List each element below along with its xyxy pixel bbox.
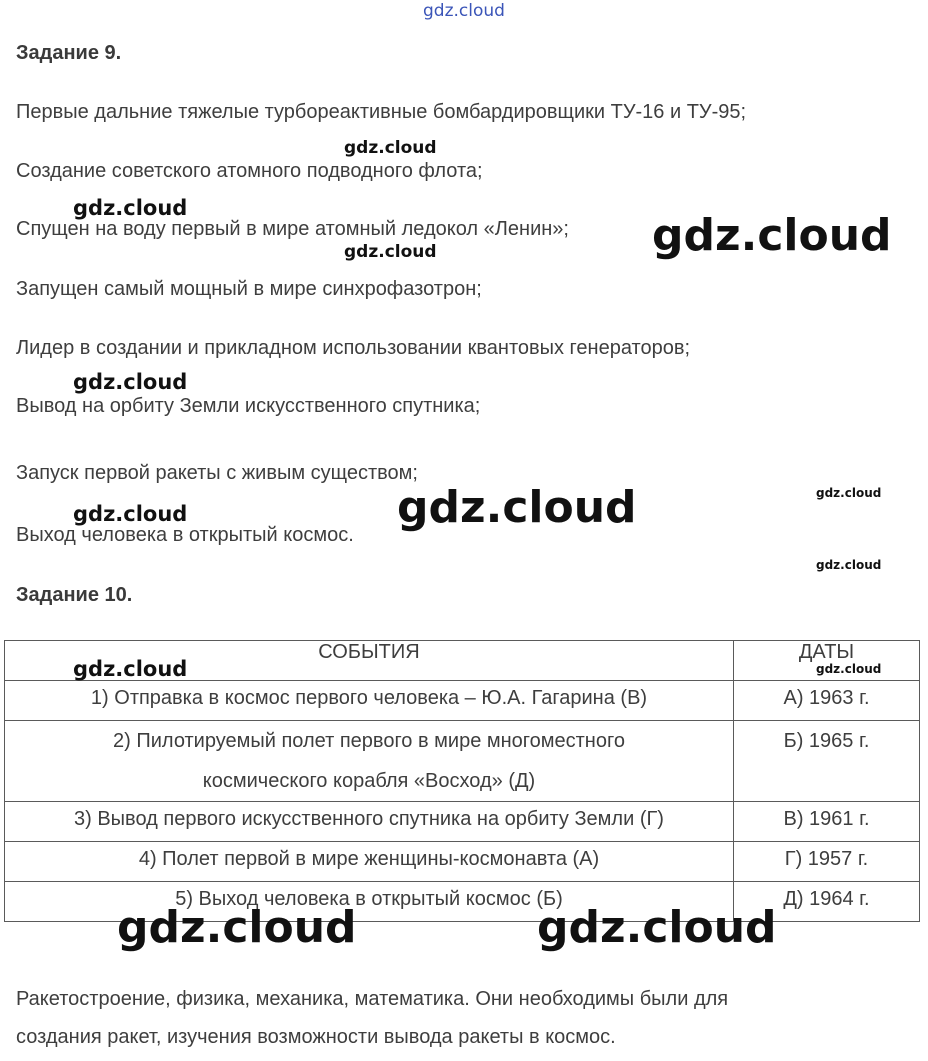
task9-line-3: Спущен на воду первый в мире атомный ледокол «Ленин»;	[16, 218, 569, 240]
header-events: СОБЫТИЯ	[5, 641, 734, 681]
watermark: gdz.cloud	[73, 657, 188, 681]
table-row	[5, 721, 920, 802]
table-row	[5, 802, 920, 842]
event-cell: 1) Отправка в космос первого человека – Ю.А. Гагарина (В)	[5, 681, 734, 721]
watermark: gdz.cloud	[816, 486, 882, 500]
task9-line-5: Лидер в создании и прикладном использовании квантовых генераторов;	[16, 337, 690, 359]
table-row	[5, 842, 920, 882]
conclusion-line: Ракетостроение, физика, механика, математика. Они необходимы были для	[16, 988, 729, 1010]
conclusion-paragraph	[16, 980, 916, 1056]
table-row	[5, 681, 920, 721]
date-cell: Б) 1965 г.	[734, 721, 920, 802]
top-watermark: gdz.cloud	[423, 1, 505, 21]
watermark: gdz.cloud	[397, 482, 637, 533]
task9-line-8: Выход человека в открытый космос.	[16, 524, 354, 546]
watermark: gdz.cloud	[652, 210, 892, 261]
watermark: gdz.cloud	[117, 902, 357, 953]
conclusion-line: создания ракет, изучения возможности вывода ракеты в космос.	[16, 1026, 616, 1048]
header-dates: ДАТЫ	[734, 641, 920, 681]
task9-line-1: Первые дальние тяжелые турбореактивные бомбардировщики ТУ-16 и ТУ-95;	[16, 101, 747, 123]
event-cell: 5) Выход человека в открытый космос (Б)	[5, 882, 734, 922]
date-cell: В) 1961 г.	[734, 802, 920, 842]
watermark: gdz.cloud	[344, 242, 437, 262]
watermark: gdz.cloud	[816, 662, 882, 676]
task9-line-4: Запущен самый мощный в мире синхрофазотрон;	[16, 278, 482, 300]
task10-title: Задание 10.	[16, 584, 133, 606]
task9-line-6: Вывод на орбиту Земли искусственного спутника;	[16, 395, 481, 417]
event-cell: 4) Полет первой в мире женщины-космонавта (А)	[5, 842, 734, 882]
date-cell: А) 1963 г.	[734, 681, 920, 721]
date-cell: Д) 1964 г.	[734, 882, 920, 922]
watermark: gdz.cloud	[73, 370, 188, 394]
watermark: gdz.cloud	[73, 502, 188, 526]
task9-line-2: Создание советского атомного подводного флота;	[16, 160, 483, 182]
events-table	[4, 640, 920, 922]
task9-title: Задание 9.	[16, 42, 122, 64]
event-cell-line: 2) Пилотируемый полет первого в мире многоместного	[113, 730, 625, 752]
event-cell-line: космического корабля «Восход» (Д)	[202, 770, 536, 792]
watermark: gdz.cloud	[537, 902, 777, 953]
event-cell: 3) Вывод первого искусственного спутника на орбиту Земли (Г)	[5, 802, 734, 842]
watermark: gdz.cloud	[816, 558, 882, 572]
watermark: gdz.cloud	[73, 196, 188, 220]
date-cell: Г) 1957 г.	[734, 842, 920, 882]
watermark: gdz.cloud	[344, 138, 437, 158]
task9-line-7: Запуск первой ракеты с живым существом;	[16, 462, 418, 484]
event-cell	[5, 721, 734, 802]
